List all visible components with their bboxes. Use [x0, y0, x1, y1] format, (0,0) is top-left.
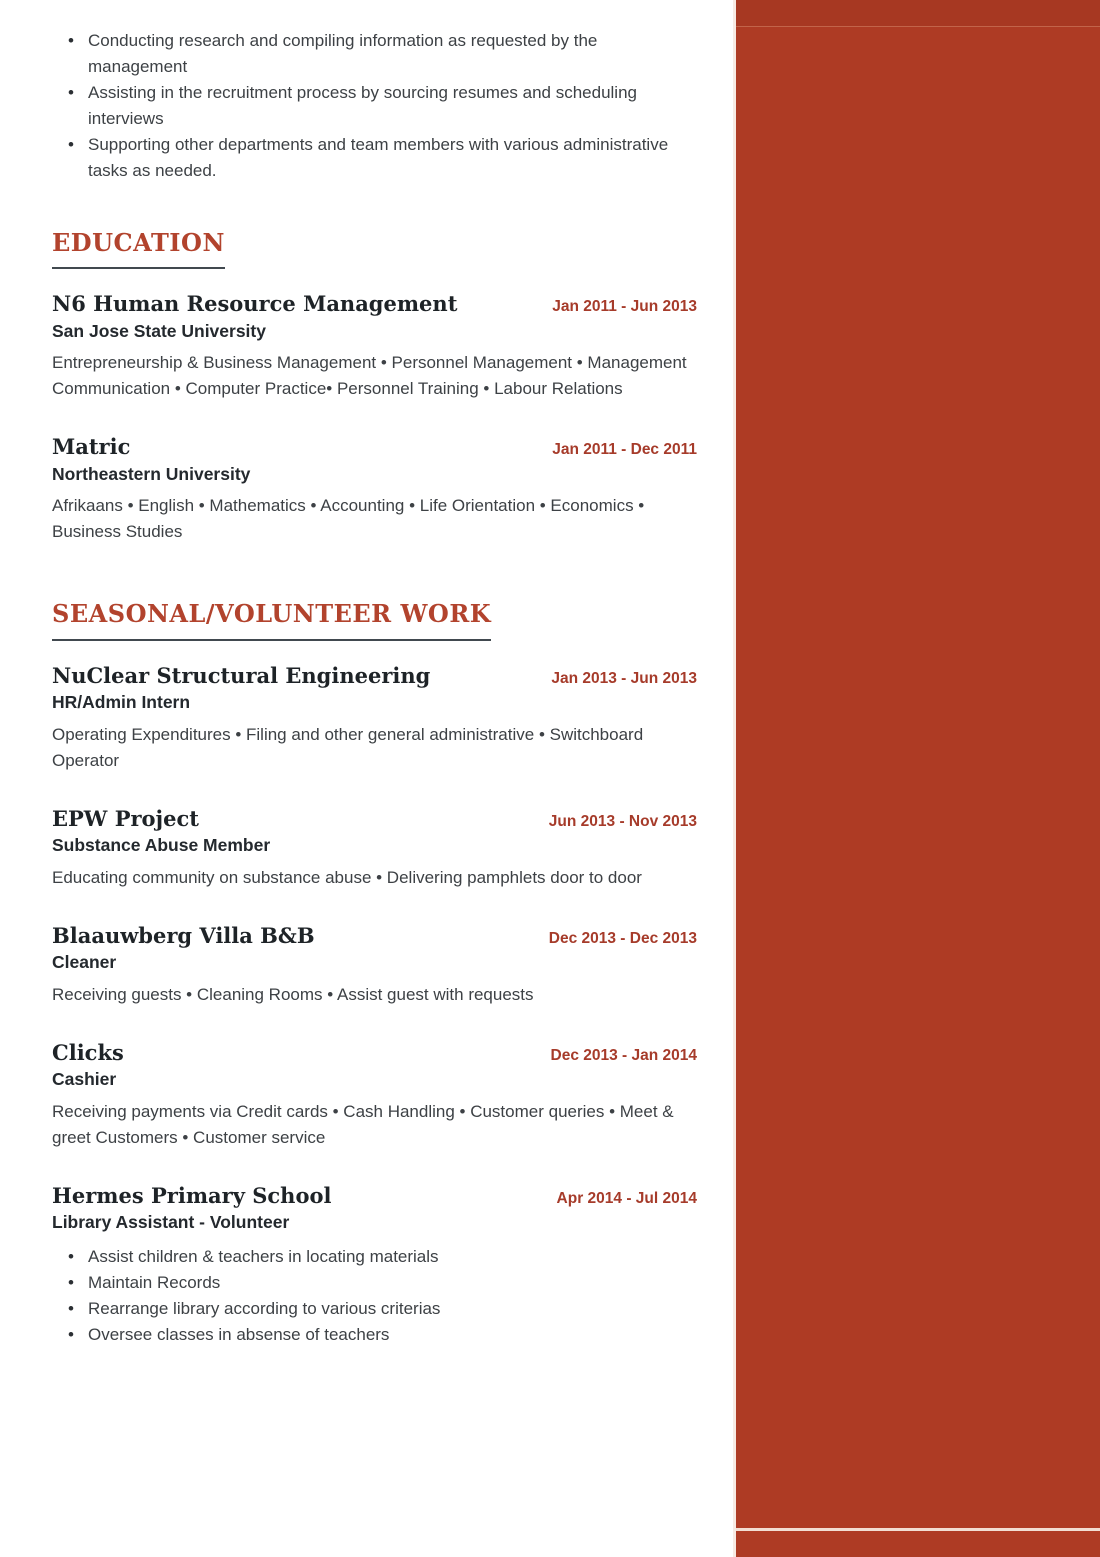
entry-description: Educating community on substance abuse • Delivering pamphlets door to door [52, 867, 642, 887]
entry-date: Jan 2013 - Jun 2013 [551, 669, 697, 687]
entry-header [52, 1183, 697, 1209]
entry-subtitle: HR/Admin Intern [52, 692, 191, 713]
entry-header [52, 663, 697, 689]
entry-title: EPW Project [52, 805, 199, 831]
education-entry [52, 291, 697, 402]
section-title: EDUCATION [52, 230, 225, 269]
entry-bullet-item: • Maintain Records [88, 1270, 697, 1296]
entry-header [52, 806, 697, 832]
entry-date: Apr 2014 - Jul 2014 [556, 1189, 697, 1207]
entry-date: Dec 2013 - Dec 2013 [548, 929, 697, 947]
entry-header [52, 291, 697, 317]
work-entry [52, 1040, 697, 1151]
education-entry [52, 434, 697, 545]
entry-title: Clicks [52, 1039, 124, 1065]
entry-date: Jun 2013 - Nov 2013 [548, 812, 697, 830]
entry-subtitle: Library Assistant - Volunteer [52, 1212, 290, 1233]
work-entry [52, 923, 697, 1008]
sidebar-panel [733, 0, 1100, 1557]
entry-bullet-item: • Oversee classes in absense of teachers [88, 1322, 697, 1348]
entry-bullet-item: • Rearrange library according to various criterias [88, 1296, 697, 1322]
entry-bullet-item: • Assist children & teachers in locating materials [88, 1244, 697, 1270]
entry-subtitle: Substance Abuse Member [52, 835, 271, 856]
entry-header [52, 923, 697, 949]
entry-title: Blaauwberg Villa B&B [52, 922, 315, 948]
sidebar-bottom-divider [736, 1528, 1100, 1531]
resume-content [52, 0, 697, 1348]
intro-bullet-item: • Assisting in the recruitment process by sourcing resumes and scheduling interviews [88, 80, 697, 132]
entry-header [52, 1040, 697, 1066]
entry-title: NuClear Structural Engineering [52, 662, 431, 688]
section-education [52, 230, 697, 545]
intro-bullet-item: • Conducting research and compiling information as requested by the management [88, 28, 697, 80]
entry-description: Operating Expenditures • Filing and other general administrative • Switchboard Operator [52, 724, 644, 770]
work-entry [52, 806, 697, 891]
sidebar-top-strip [736, 0, 1100, 27]
entry-description: Entrepreneurship & Business Management • Personnel Management • Management Communication • Computer Practice• Personnel Training • Labour Relations [52, 353, 687, 399]
entry-date: Jan 2011 - Jun 2013 [552, 298, 697, 316]
intro-bullet-item: • Supporting other departments and team members with various administrative tasks as needed. [88, 132, 697, 184]
entry-header [52, 434, 697, 460]
entry-title: Matric [52, 434, 131, 460]
entry-subtitle: San Jose State University [52, 320, 266, 341]
entry-title: Hermes Primary School [52, 1182, 332, 1208]
entry-date: Dec 2013 - Jan 2014 [550, 1046, 697, 1064]
entry-subtitle: Cleaner [52, 952, 117, 973]
section-seasonal-volunteer-work [52, 601, 697, 1347]
entry-subtitle: Northeastern University [52, 463, 251, 484]
entry-subtitle: Cashier [52, 1069, 117, 1090]
entry-description: Receiving payments via Credit cards • Cash Handling • Customer queries • Meet & greet Customers • Customer service [52, 1101, 674, 1147]
intro-bullet-list [52, 28, 697, 184]
entry-date: Jan 2011 - Dec 2011 [552, 441, 697, 459]
entry-description: Receiving guests • Cleaning Rooms • Assist guest with requests [52, 984, 534, 1004]
entry-description: Afrikaans • English • Mathematics • Accounting • Life Orientation • Economics • Business Studies [52, 496, 645, 542]
work-entry [52, 663, 697, 774]
entry-bullet-list [52, 1244, 697, 1348]
entry-title: N6 Human Resource Management [52, 291, 458, 317]
work-entry [52, 1183, 697, 1348]
section-title: SEASONAL/VOLUNTEER WORK [52, 601, 491, 640]
